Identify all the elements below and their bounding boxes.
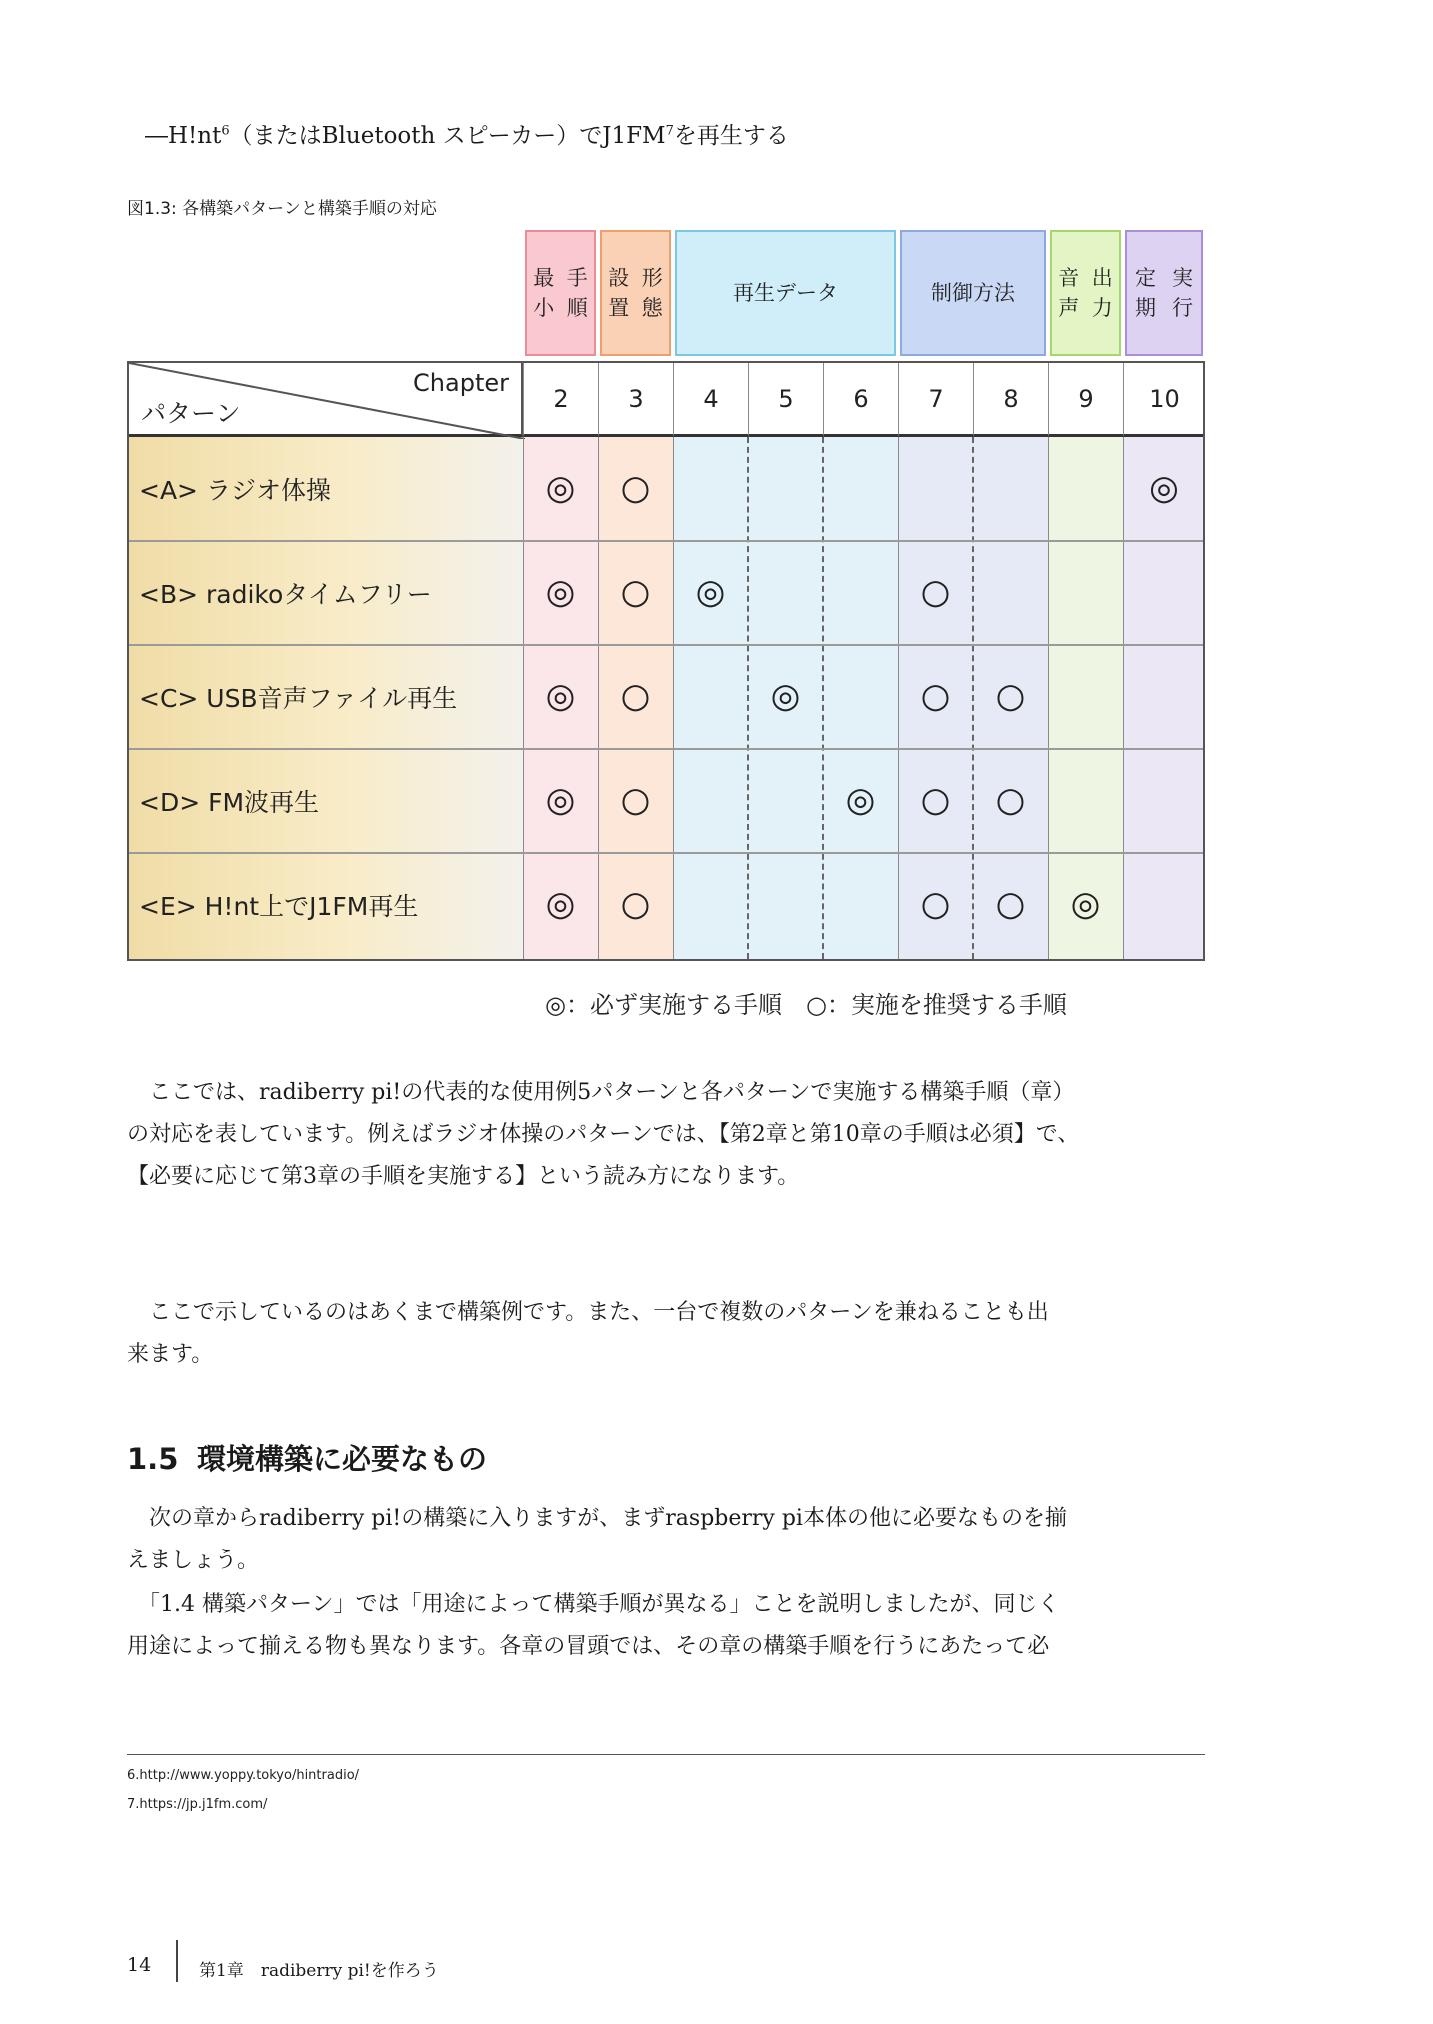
required-mark: ◎ [545, 468, 576, 508]
pattern-row-label: <E> H!nt上でJ1FM再生 [139, 892, 419, 921]
recommended-mark: ○ [620, 780, 651, 820]
header-group-label: 出力 [1091, 266, 1113, 320]
paragraph-line: 来ます。 [127, 1342, 214, 1367]
column-divider [1048, 437, 1049, 959]
intro-suffix: を再生する [673, 123, 789, 149]
header-group-label: 再生データ [733, 281, 838, 305]
dashed-column-divider [747, 437, 749, 959]
paragraph-line: 「1.4 構築パターン」では「用途によって構築手順が異なる」ことを説明しましたが、同じく [127, 1592, 1060, 1617]
required-mark: ◎ [545, 780, 576, 820]
dashed-column-divider [972, 437, 974, 959]
header-group-label: 音声 [1058, 266, 1080, 320]
paragraph-line: 次の章からradiberry pi!の構築に入りますが、まずraspberry pi本体の他に必要なものを揃 [127, 1506, 1067, 1531]
running-head: 第1章 radiberry pi!を作ろう [199, 1961, 439, 1981]
recommended-mark: ○ [620, 468, 651, 508]
recommended-mark: ○ [995, 884, 1026, 924]
recommended-mark: ○ [920, 780, 951, 820]
footnote-divider [127, 1754, 1205, 1755]
pattern-row-label: <D> FM波再生 [139, 788, 320, 817]
header-group [1125, 230, 1203, 356]
chapter-number: 8 [973, 361, 1048, 437]
column-divider [598, 437, 599, 959]
recommended-mark: ○ [920, 572, 951, 612]
paragraph-3 [127, 1498, 1205, 1582]
column-tint [673, 437, 748, 959]
required-mark: ◎ [545, 572, 576, 612]
column-tint [823, 437, 898, 959]
paragraph-line: 【必要に応じて第3章の手順を実施する】という読み方になります。 [127, 1164, 800, 1189]
paragraph-1 [127, 1072, 1205, 1198]
header-group [900, 230, 1046, 356]
required-mark: ◎ [1149, 468, 1179, 508]
corner-cell [127, 361, 523, 437]
recommended-mark: ○ [620, 676, 651, 716]
required-mark: ◎ [845, 780, 876, 820]
pattern-row-label: <C> USB音声ファイル再生 [139, 684, 458, 713]
paragraph-line: ここでは、radiberry pi!の代表的な使用例5パターンと各パターンで実施する構築手順（章） [127, 1080, 1075, 1105]
section-heading [127, 1437, 487, 1478]
intro-bullet-line [145, 117, 789, 150]
recommended-mark: ○ [920, 884, 951, 924]
footer-divider [176, 1940, 178, 1982]
header-group-label: 設置 [608, 266, 630, 320]
chapter-number: 4 [673, 361, 748, 437]
header-group-label: 実行 [1172, 266, 1193, 320]
chapter-number: 5 [748, 361, 823, 437]
required-mark: ◎ [695, 572, 726, 612]
paragraph-4 [127, 1584, 1205, 1668]
paragraph-line: ここで示しているのはあくまで構築例です。また、一台で複数のパターンを兼ねることも出 [127, 1300, 1049, 1325]
corner-pattern-label: パターン [141, 399, 241, 428]
chapter-number: 9 [1048, 361, 1123, 437]
pattern-row-label: <B> radikoタイムフリー [139, 580, 432, 609]
section-title: 環境構築に必要なもの [197, 1442, 488, 1476]
header-group [1050, 230, 1121, 356]
footnote-ref-7[interactable]: 7 [665, 123, 674, 139]
section-number: 1.5 [127, 1442, 179, 1476]
required-mark: ◎ [770, 676, 801, 716]
recommended-mark: ○ [620, 884, 651, 924]
figure-caption: 図1.3: 各構築パターンと構築手順の対応 [127, 199, 437, 219]
figure-legend: ◎：必ず実施する手順 ○：実施を推奨する手順 [545, 991, 1067, 1019]
chapter-number: 7 [898, 361, 973, 437]
recommended-mark: ○ [995, 676, 1026, 716]
chapter-number: 2 [523, 361, 598, 437]
paragraph-line: 用途によって揃える物も異なります。各章の冒頭では、その章の構築手順を行うにあたって必 [127, 1634, 1050, 1659]
required-mark: ◎ [545, 884, 576, 924]
column-divider [1123, 437, 1124, 959]
recommended-mark: ○ [920, 676, 951, 716]
column-tint [1123, 437, 1205, 959]
column-divider [523, 437, 524, 959]
header-group-label: 手順 [566, 266, 588, 320]
header-group [675, 230, 896, 356]
paragraph-line: の対応を表しています。例えばラジオ体操のパターンでは、【第2章と第10章の手順は必須】で、 [127, 1122, 1080, 1147]
page-number: 14 [127, 1954, 152, 1976]
header-group-label: 形態 [641, 266, 663, 320]
dashed-column-divider [822, 437, 824, 959]
paragraph-line: えましょう。 [127, 1548, 260, 1573]
chapter-number: 6 [823, 361, 898, 437]
pattern-chapter-figure [127, 228, 1205, 1048]
required-mark: ◎ [1070, 884, 1101, 924]
column-tint [1048, 437, 1123, 959]
paragraph-2 [127, 1292, 1205, 1376]
intro-middle: （またはBluetooth スピーカー）でJ1FM [229, 123, 666, 149]
pattern-row-label: <A> ラジオ体操 [139, 476, 331, 505]
recommended-mark: ○ [995, 780, 1026, 820]
header-group-label: 制御方法 [931, 281, 1015, 305]
required-mark: ◎ [545, 676, 576, 716]
recommended-mark: ○ [620, 572, 651, 612]
column-divider [673, 437, 674, 959]
footnote-ref-6[interactable]: 6 [221, 123, 230, 139]
header-group-label: 最小 [533, 266, 555, 320]
intro-prefix: ―H!nt [145, 123, 222, 149]
corner-chapter-label: Chapter [413, 369, 509, 397]
chapter-number: 10 [1123, 361, 1205, 437]
footnote-6[interactable]: 6.http://www.yoppy.tokyo/hintradio/ [127, 1768, 360, 1783]
header-group-label: 定期 [1135, 266, 1156, 320]
header-group [600, 230, 671, 356]
header-group [525, 230, 596, 356]
column-divider [898, 437, 899, 959]
footnote-7[interactable]: 7.https://jp.j1fm.com/ [127, 1797, 268, 1812]
chapter-number: 3 [598, 361, 673, 437]
